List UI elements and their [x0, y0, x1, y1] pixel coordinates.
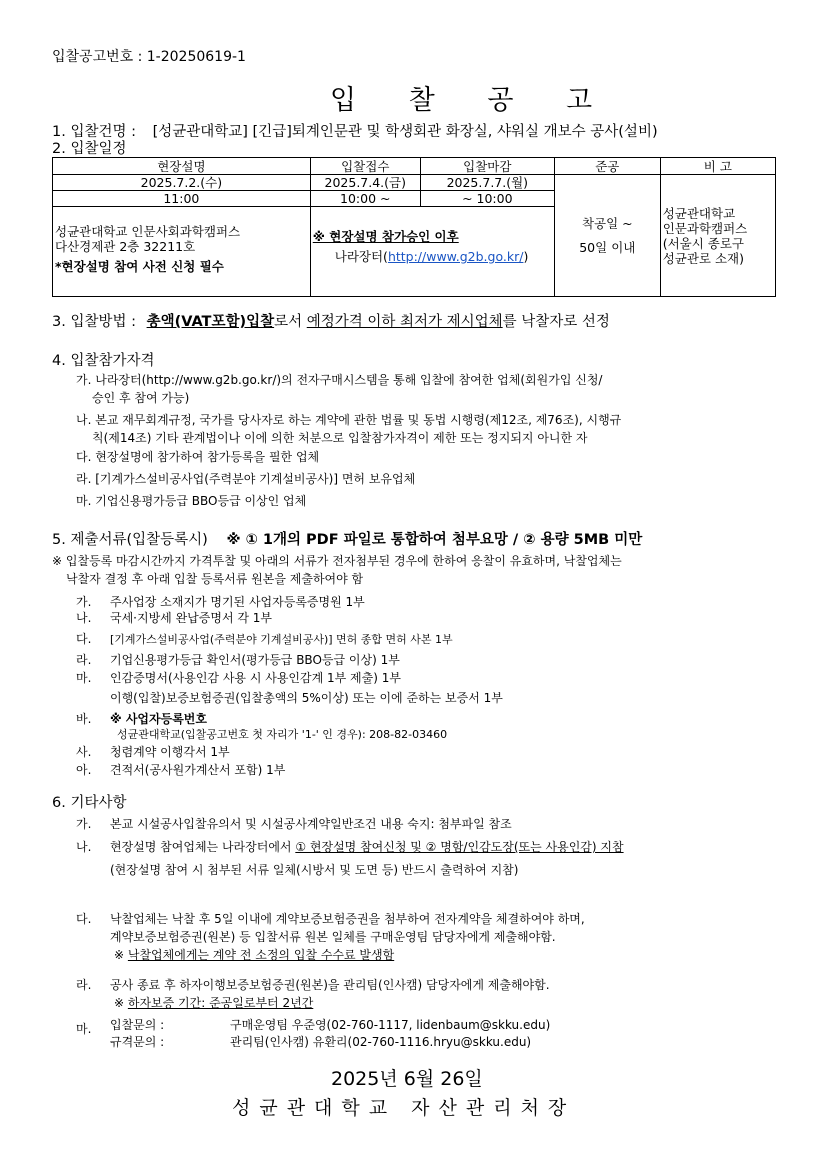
- remarks-line-2: 인문과학캠퍼스: [662, 220, 748, 236]
- briefing-place-cell: [53, 207, 311, 297]
- method-total: 총액(VAT포함)입찰: [146, 314, 275, 330]
- doc-item-a: 아. 견적서(공사원가계산서 포함) 1부: [76, 763, 286, 777]
- section-6-label: 6. 기타사항: [52, 795, 127, 811]
- briefing-requirements: ① 현장설명 참여신청 및 ② 명함/인감도장(또는 사용인감) 지참: [295, 840, 624, 854]
- spec-inquiry-label: 규격문의 :: [110, 1035, 165, 1049]
- completion-line-2: 50일 이내: [579, 239, 636, 255]
- doc-item-ga: 가. 주사업장 소재지가 명기된 사업자등록증명원 1부: [76, 595, 365, 609]
- site-line: [335, 249, 552, 264]
- qual-ma: 마. 기업신용평가등급 BBO등급 이상인 업체: [76, 494, 307, 508]
- issuer: 성균관대학교 자산관리처장: [232, 1097, 576, 1119]
- etc-ra: 라. 공사 종료 후 하자이행보증보험증권(원본)을 관리팀(인사캠) 담당자에게 제출해야함.: [76, 978, 550, 992]
- bid-inquiry-label: 입찰문의 :: [110, 1018, 165, 1032]
- approval-cell: [310, 207, 554, 297]
- etc-ma-mark: 마.: [76, 1022, 92, 1036]
- header-close: 입찰마감: [420, 158, 554, 175]
- section-1: [52, 120, 658, 141]
- briefing-note: *현장설명 참여 사전 신청 필수: [55, 259, 224, 274]
- schedule-table: [52, 157, 776, 297]
- etc-ra-2: ※ 하자보증 기간: 준공일로부터 2년간: [114, 996, 314, 1010]
- site-prefix: 나라장터(: [334, 249, 388, 264]
- spec-inquiry-contact: 관리팀(인사캠) 유환리(02-760-1116.hryu@skku.edu): [230, 1035, 532, 1049]
- remarks-line-1: 성균관대학교: [662, 205, 736, 221]
- qual-da: 다. 현장설명에 참가하여 참가등록을 필한 업체: [76, 450, 320, 464]
- receipt-time: 10:00 ~: [310, 191, 420, 207]
- docs-intro-1: ※ 입찰등록 마감시간까지 가격투찰 및 아래의 서류가 전자첨부된 경우에 한하여 응찰이 유효하며, 낙찰업체는: [52, 554, 622, 568]
- doc-item-da: 다. [기계가스설비공사업(주력분야 기계설비공사)] 면허 종합 면허 사본 1부: [76, 632, 453, 646]
- qual-ga-1: 가. 나라장터(http://www.g2b.go.kr/)의 전자구매시스템을 통해 입찰에 참여한 업체(회원가입 신청/: [76, 373, 603, 387]
- method-lowest: 예정가격 이하 최저가 제시업체: [306, 314, 503, 330]
- bid-inquiry-contact: 구매운영팀 우준영(02-760-1117, lidenbaum@skku.edu): [230, 1018, 551, 1032]
- completion-line-1: 착공일 ~: [581, 215, 633, 231]
- remarks-line-4: 성균관로 소재): [662, 250, 745, 266]
- remarks-line-3: (서울시 종로구: [662, 235, 745, 251]
- site-suffix: ): [523, 249, 529, 264]
- header-completion: 준공: [554, 158, 660, 175]
- section-2-label: 2. 입찰일정: [52, 141, 127, 157]
- receipt-date: 2025.7.4.(금): [310, 175, 420, 191]
- etc-da: 다. 낙찰업체는 낙찰 후 5일 이내에 계약보증보험증권을 첨부하여 전자계약을 체결하여야 하며,: [76, 912, 585, 926]
- etc-na: 나. 현장설명 참여업체는 나라장터에서 ① 현장설명 참여신청 및 ② 명함/인감도장(또는 사용인감) 지참: [76, 840, 624, 854]
- briefing-place-line-1: 성균관대학교 인문사회과학캠퍼스: [55, 224, 241, 239]
- header-remarks: 비 고: [660, 158, 775, 175]
- page-title: 입 찰 공 고: [330, 85, 615, 116]
- section-4-label: 4. 입찰참가자격: [52, 353, 155, 369]
- etc-na-2: (현장설명 참여 시 첨부된 서류 일체(시방서 및 도면 등) 반드시 출력하여 지참): [110, 863, 519, 877]
- g2b-link[interactable]: http://www.g2b.go.kr/: [387, 249, 524, 264]
- section-5: [52, 528, 642, 549]
- method-part4: 를 낙찰자로 선정: [502, 314, 610, 330]
- section-1-label: 1. 입찰건명 :: [52, 124, 136, 140]
- etc-da-3: ※ 낙찰업체에게는 계약 전 소정의 입찰 수수료 발생함: [114, 948, 395, 962]
- header-briefing: 현장설명: [53, 158, 311, 175]
- doc-item-ma-2: 이행(입찰)보증보험증권(입찰총액의 5%이상) 또는 이에 준하는 보증서 1부: [110, 691, 503, 705]
- bid-number: 입찰공고번호 : 1-20250619-1: [52, 49, 246, 65]
- briefing-time: 11:00: [53, 191, 311, 207]
- doc-item-ba: 바. ※ 사업자등록번호: [76, 712, 207, 726]
- briefing-place-line-2: 다산경제관 2층 32211호: [55, 239, 196, 254]
- doc-item-na: 나. 국세·지방세 완납증명서 각 1부: [76, 611, 272, 625]
- close-date: 2025.7.7.(월): [420, 175, 554, 191]
- qual-na-1: 나. 본교 재무회계규정, 국가를 당사자로 하는 계약에 관한 법률 및 동법 시행령(제12조, 제76조), 시행규: [76, 413, 622, 427]
- docs-intro-2: 낙찰자 결정 후 아래 입찰 등록서류 원본을 제출하여야 함: [66, 572, 364, 586]
- bid-subject: [성균관대학교] [긴급]퇴계인문관 및 학생회관 화장실, 샤워실 개보수 공사(설비): [152, 124, 658, 140]
- doc-item-sa: 사. 청렴계약 이행각서 1부: [76, 745, 230, 759]
- doc-item-ra: 라. 기업신용평가등급 확인서(평가등급 BBO등급 이상) 1부: [76, 653, 400, 667]
- section-5-label: 5. 제출서류(입찰등록시): [52, 532, 208, 548]
- fee-note: 낙찰업체에게는 계약 전 소정의 입찰 수수료 발생함: [127, 948, 395, 962]
- remarks-cell: [660, 175, 775, 297]
- header-receipt: 입찰접수: [310, 158, 420, 175]
- method-part2: 로서: [274, 314, 303, 330]
- completion-cell: [554, 175, 660, 297]
- section-5-note: ※ ① 1개의 PDF 파일로 통합하여 첨부요망 / ② 용량 5MB 미만: [226, 532, 643, 548]
- warranty-note: 하자보증 기간: 준공일로부터 2년간: [127, 996, 314, 1010]
- doc-item-ma: 마. 인감증명서(사용인감 사용 시 사용인감계 1부 제출) 1부: [76, 671, 401, 685]
- approval-note: ※ 현장설명 참가승인 이후: [312, 229, 459, 244]
- section-3-label: 3. 입찰방법 :: [52, 314, 136, 330]
- etc-ga: 가. 본교 시설공사입찰유의서 및 시설공사계약일반조건 내용 숙지: 첨부파일 참조: [76, 817, 512, 831]
- qual-ga-2: 승인 후 참여 가능): [92, 391, 190, 405]
- qual-ra: 라. [기계가스설비공사업(주력분야 기계설비공사)] 면허 보유업체: [76, 472, 416, 486]
- qual-na-2: 칙(제14조) 기타 관계법이나 이에 의한 처분으로 입찰참가자격이 제한 또는 정지되지 아니한 자: [92, 431, 588, 445]
- etc-da-2: 계약보증보험증권(원본) 등 입찰서류 원본 일체를 구매운영팀 담당자에게 제출해야함.: [110, 930, 556, 944]
- business-number: 성균관대학교(입찰공고번호 첫 자리가 '1-' 인 경우): 208-82-03460: [117, 728, 448, 741]
- section-3: [52, 310, 610, 331]
- close-time: ~ 10:00: [420, 191, 554, 207]
- announcement-date: 2025년 6월 26일: [331, 1068, 483, 1090]
- briefing-date: 2025.7.2.(수): [53, 175, 311, 191]
